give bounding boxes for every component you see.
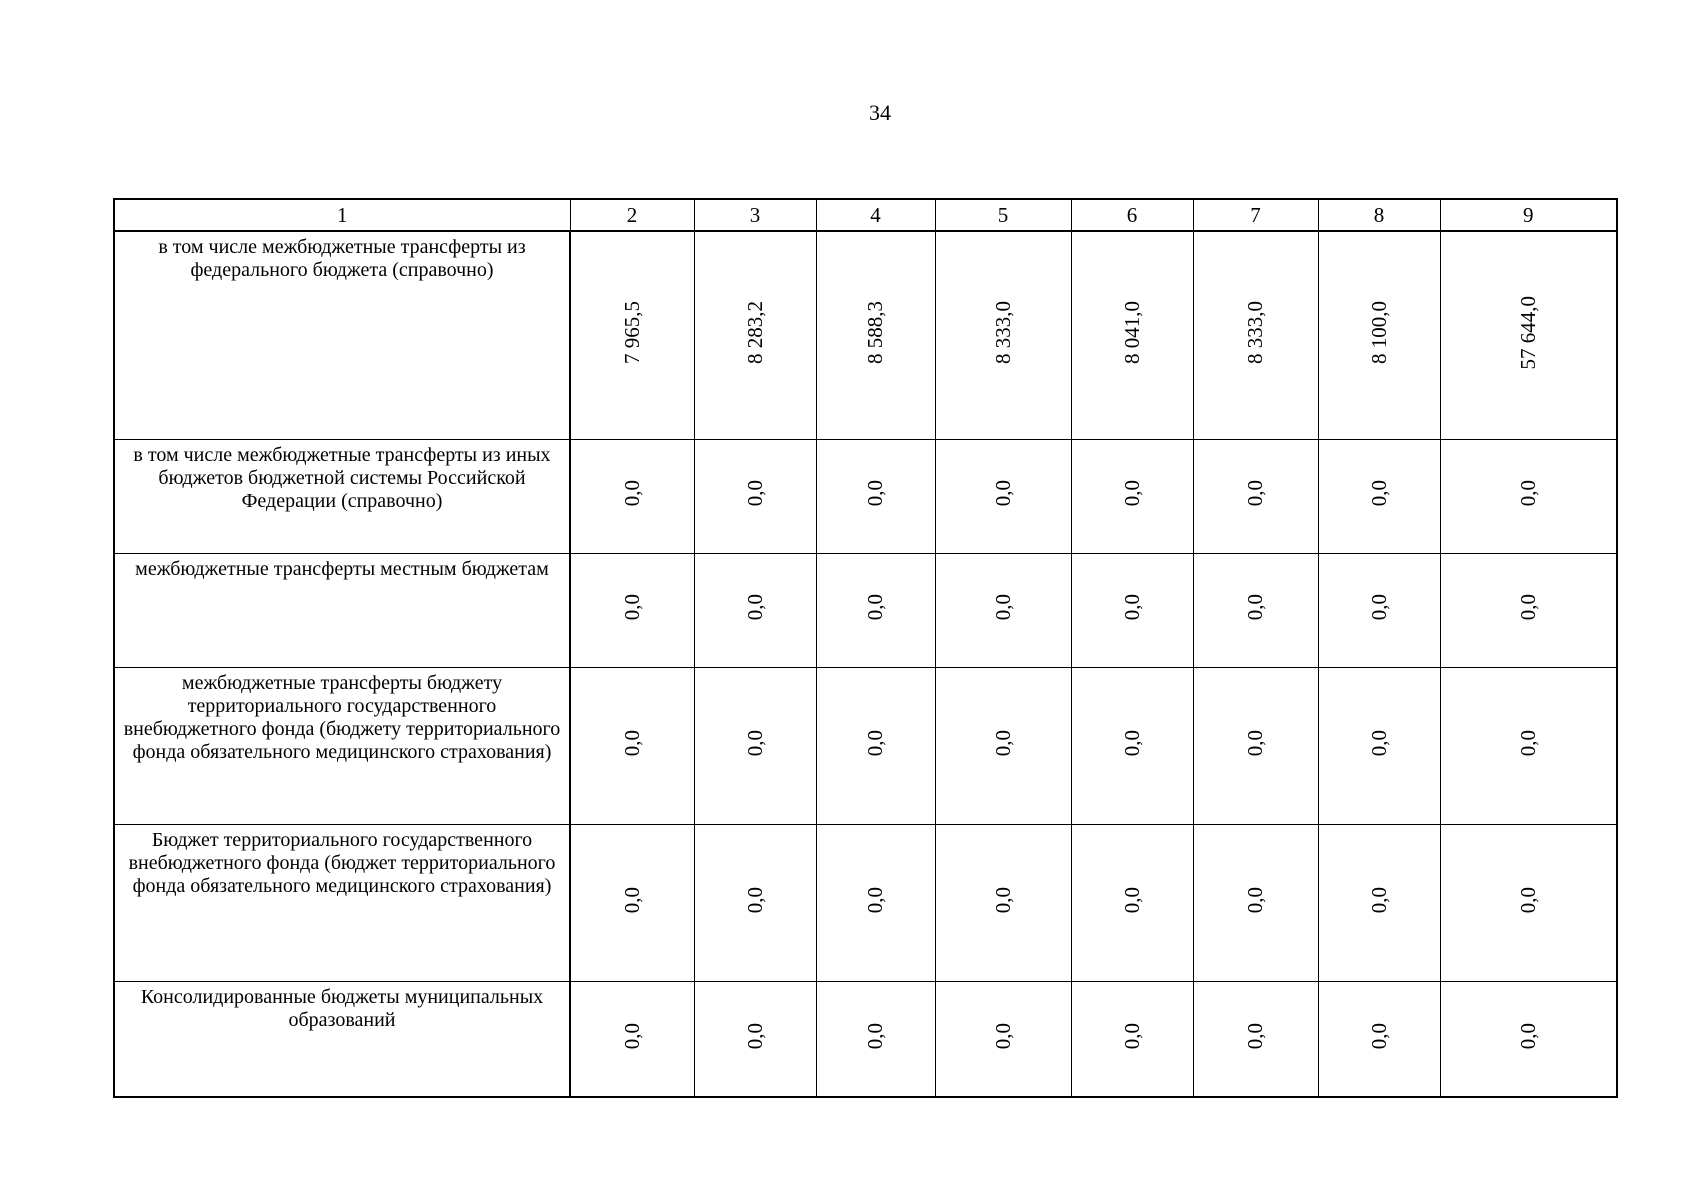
cell-value: 0,0 [1119, 886, 1144, 914]
value-cell [1193, 231, 1318, 440]
table-row [114, 982, 1617, 1098]
cell-value: 0,0 [1515, 886, 1540, 914]
table-header-row [114, 199, 1617, 231]
value-cell [1071, 554, 1193, 668]
column-number-5: 5 [935, 199, 1071, 231]
cell-value: 0,0 [990, 594, 1015, 621]
cell-value: 0,0 [1119, 594, 1144, 621]
cell-value: 0,0 [1366, 729, 1391, 757]
cell-value: 0,0 [863, 886, 887, 914]
cell-value: 0,0 [742, 594, 767, 621]
cell-value: 0,0 [1243, 594, 1267, 621]
cell-value: 0,0 [990, 729, 1015, 757]
cell-value: 8 588,3 [863, 301, 887, 364]
cell-value: 0,0 [742, 886, 767, 914]
row-label: в том числе межбюджетные трансферты из федерального бюджета (справочно) [114, 231, 570, 440]
value-cell [1071, 440, 1193, 554]
column-number-1: 1 [114, 199, 570, 231]
page-number: 34 [869, 100, 891, 125]
value-cell [1071, 982, 1193, 1098]
cell-value: 0,0 [619, 594, 644, 621]
cell-value: 0,0 [1119, 729, 1144, 757]
cell-value: 0,0 [1366, 1022, 1391, 1050]
value-cell [1193, 668, 1318, 825]
cell-value: 0,0 [1119, 1022, 1144, 1050]
cell-value: 0,0 [1243, 886, 1267, 914]
value-cell [935, 231, 1071, 440]
column-number-2: 2 [570, 199, 694, 231]
row-label: Консолидированные бюджеты муниципальных образований [114, 982, 570, 1098]
value-cell [1440, 825, 1617, 982]
cell-value: 0,0 [1243, 729, 1267, 757]
row-label: межбюджетные трансферты бюджету территориального государственного внебюджетного фонда (бюджету территориального фонда обязательного медицинского страхования) [114, 668, 570, 825]
value-cell [816, 231, 935, 440]
row-label: в том числе межбюджетные трансферты из иных бюджетов бюджетной системы Российской Федерации (справочно) [114, 440, 570, 554]
value-cell [816, 440, 935, 554]
value-cell [816, 825, 935, 982]
value-cell [1318, 231, 1440, 440]
value-cell [1318, 982, 1440, 1098]
value-cell [1193, 982, 1318, 1098]
cell-value: 8 100,0 [1366, 301, 1391, 364]
cell-value: 0,0 [619, 886, 644, 914]
value-cell [1071, 231, 1193, 440]
cell-value: 0,0 [619, 480, 644, 507]
cell-value: 0,0 [619, 729, 644, 757]
value-cell [1193, 440, 1318, 554]
value-cell [816, 554, 935, 668]
cell-value: 0,0 [742, 729, 767, 757]
table-row [114, 825, 1617, 982]
value-cell [570, 554, 694, 668]
cell-value: 0,0 [1515, 594, 1540, 621]
cell-value: 0,0 [863, 1022, 887, 1050]
table-row [114, 668, 1617, 825]
row-label: межбюджетные трансферты местным бюджетам [114, 554, 570, 668]
cell-value: 0,0 [1366, 480, 1391, 507]
cell-value: 8 041,0 [1119, 301, 1144, 364]
row-label: Бюджет территориального государственного внебюджетного фонда (бюджет территориального фонда обязательного медицинского страхования) [114, 825, 570, 982]
column-number-8: 8 [1318, 199, 1440, 231]
column-number-7: 7 [1193, 199, 1318, 231]
table-body [114, 199, 1617, 1097]
value-cell [1440, 440, 1617, 554]
value-cell [1193, 825, 1318, 982]
budget-table [113, 198, 1618, 1098]
value-cell [694, 440, 816, 554]
column-number-3: 3 [694, 199, 816, 231]
cell-value: 0,0 [1243, 480, 1267, 507]
value-cell [570, 668, 694, 825]
table-row [114, 440, 1617, 554]
column-number-6: 6 [1071, 199, 1193, 231]
value-cell [1318, 554, 1440, 668]
table-row [114, 231, 1617, 440]
value-cell [570, 825, 694, 982]
value-cell [694, 982, 816, 1098]
cell-value: 0,0 [1515, 1022, 1540, 1050]
cell-value: 8 333,0 [1243, 301, 1267, 364]
column-number-9: 9 [1440, 199, 1617, 231]
cell-value: 0,0 [1366, 594, 1391, 621]
column-number-4: 4 [816, 199, 935, 231]
value-cell [935, 440, 1071, 554]
value-cell [694, 825, 816, 982]
value-cell [1318, 668, 1440, 825]
value-cell [1440, 982, 1617, 1098]
table-row [114, 554, 1617, 668]
value-cell [1318, 825, 1440, 982]
value-cell [570, 982, 694, 1098]
value-cell [816, 982, 935, 1098]
value-cell [935, 668, 1071, 825]
value-cell [935, 982, 1071, 1098]
value-cell [694, 231, 816, 440]
cell-value: 7 965,5 [619, 301, 644, 364]
cell-value: 0,0 [1366, 886, 1391, 914]
cell-value: 0,0 [990, 480, 1015, 507]
cell-value: 0,0 [863, 729, 887, 757]
cell-value: 0,0 [990, 1022, 1015, 1050]
value-cell [1071, 668, 1193, 825]
value-cell [1071, 825, 1193, 982]
cell-value: 0,0 [1243, 1022, 1267, 1050]
value-cell [935, 825, 1071, 982]
value-cell [1318, 440, 1440, 554]
value-cell [1440, 668, 1617, 825]
cell-value: 57 644,0 [1515, 295, 1540, 370]
value-cell [1440, 554, 1617, 668]
cell-value: 8 333,0 [990, 301, 1015, 364]
value-cell [570, 231, 694, 440]
value-cell [570, 440, 694, 554]
value-cell [935, 554, 1071, 668]
cell-value: 8 283,2 [742, 301, 767, 364]
cell-value: 0,0 [863, 480, 887, 507]
cell-value: 0,0 [619, 1022, 644, 1050]
value-cell [816, 668, 935, 825]
cell-value: 0,0 [742, 480, 767, 507]
cell-value: 0,0 [742, 1022, 767, 1050]
cell-value: 0,0 [1515, 480, 1540, 507]
cell-value: 0,0 [863, 594, 887, 621]
value-cell [1440, 231, 1617, 440]
cell-value: 0,0 [1119, 480, 1144, 507]
value-cell [694, 668, 816, 825]
value-cell [694, 554, 816, 668]
cell-value: 0,0 [990, 886, 1015, 914]
value-cell [1193, 554, 1318, 668]
cell-value: 0,0 [1515, 729, 1540, 757]
